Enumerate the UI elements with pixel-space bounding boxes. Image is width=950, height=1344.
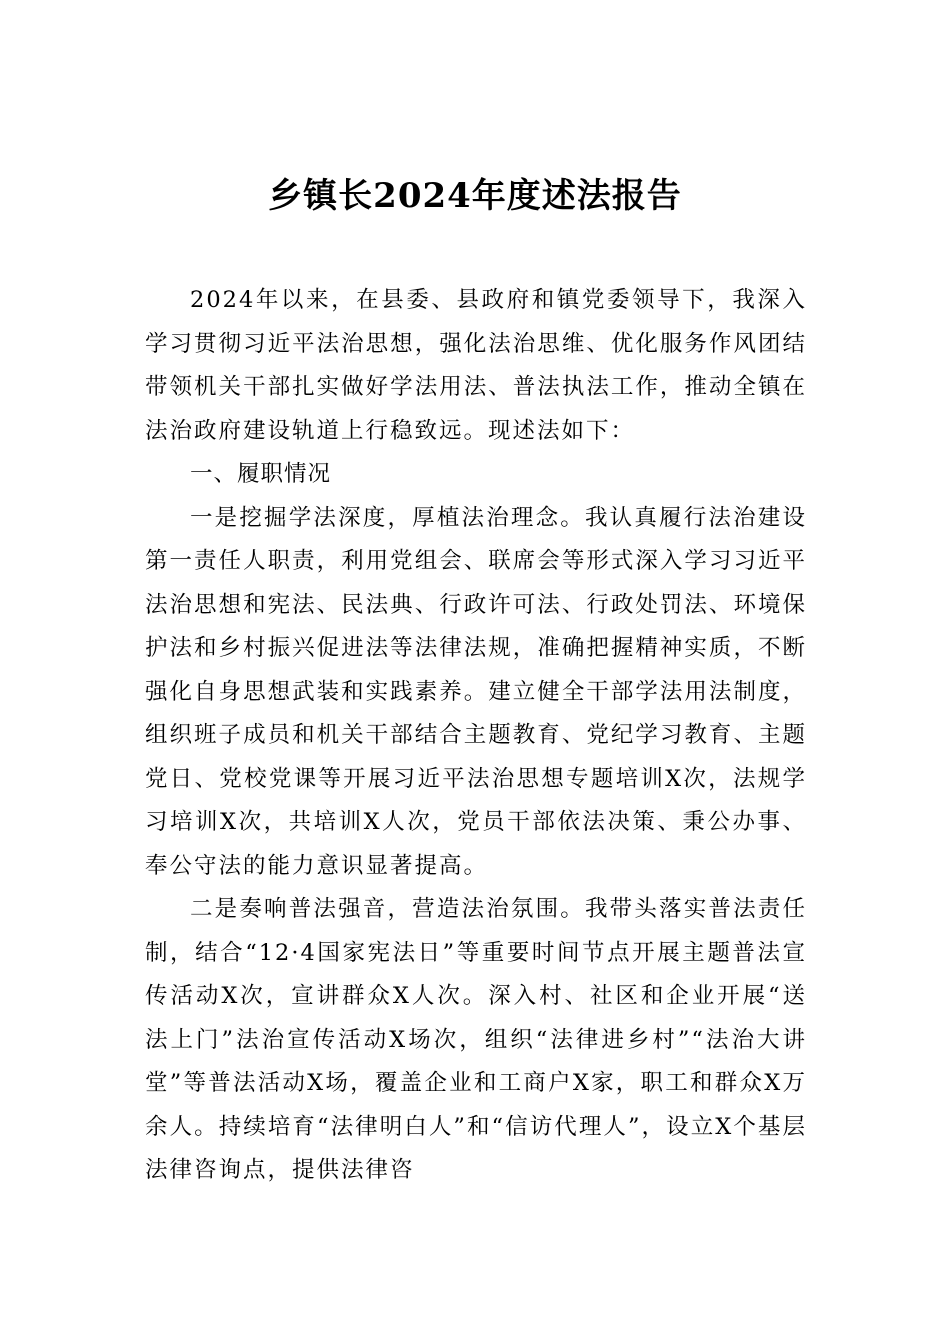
document-title: 乡镇长2024年度述法报告 <box>268 176 682 216</box>
section-heading: 一、履职情况 <box>190 461 332 487</box>
paragraph-study: 一是挖掘学法深度，厚植法治理念。我认真履行法治建设第一责任人职责，利用党组会、联席会等形式深入学习习近平法治思想和宪法、民法典、行政许可法、行政处罚法、环境保护法和乡村振兴促进法等法律法规，准确把握精神实质，不断强化自身思想武装和实践素养。建立健全干部学法用法制度，组织班子成员和机关干部结合主题教育、党纪学习教育、主题党日、党校党课等开展习近平法治思想专题培训X次，法规学习培训X次，共培训X人次，党员干部依法决策、秉公办事、奉公守法的能力意识显著提高。 <box>145 504 807 879</box>
paragraph-publicity: 二是奏响普法强音，营造法治氛围。我带头落实普法责任制，结合“12·4国家宪法日”等重要时间节点开展主题普法宣传活动X次，宣讲群众X人次。深入村、社区和企业开展“送法上门”法治宣传活动X场次，组织“法律进乡村”“法治大讲堂”等普法活动X场，覆盖企业和工商户X家，职工和群众X万余人。持续培育“法律明白人”和“信访代理人”，设立X个基层法律咨询点，提供法律咨 <box>145 896 807 1183</box>
paragraph-intro: 2024年以来，在县委、县政府和镇党委领导下，我深入学习贯彻习近平法治思想，强化法治思维、优化服务作风团结带领机关干部扎实做好学法用法、普法执法工作，推动全镇在法治政府建设轨道上行稳致远。现述法如下： <box>145 287 807 444</box>
document-body <box>145 279 807 1193</box>
